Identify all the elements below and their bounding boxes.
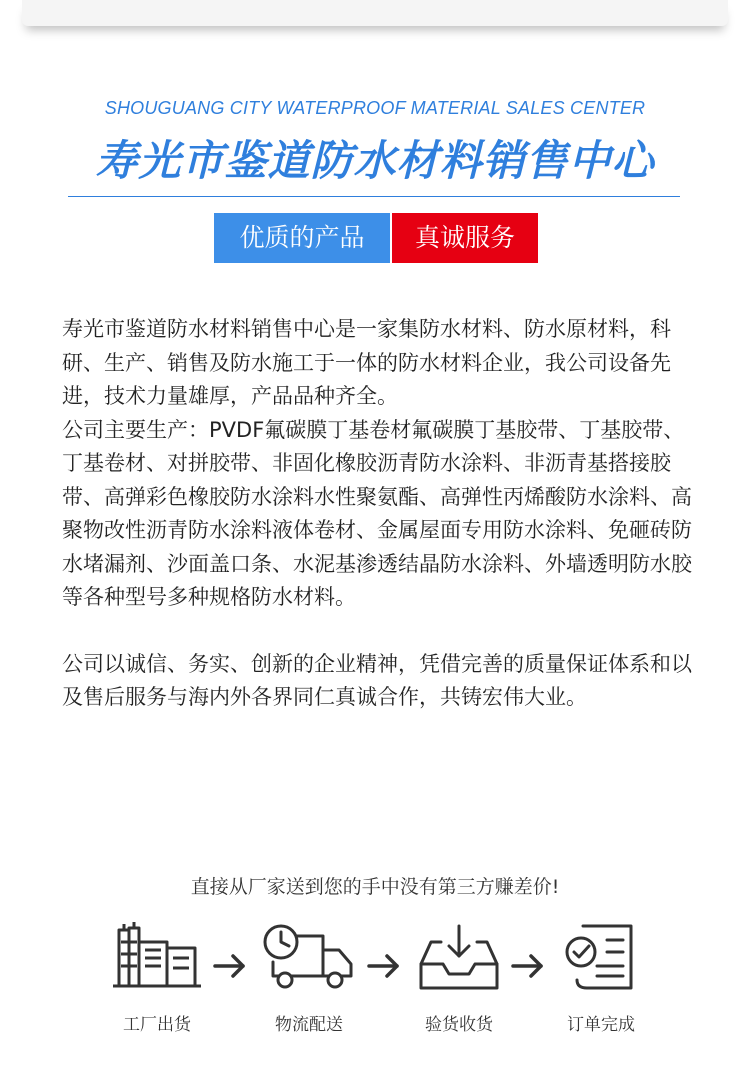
english-subtitle: SHOUGUANG CITY WATERPROOF MATERIAL SALES CENTER	[104, 98, 646, 118]
process-slogan: 直接从厂家送到您的手中没有第三方赚差价!	[190, 876, 560, 898]
delivery-truck-icon	[261, 922, 357, 992]
page-title: 寿光市鉴道防水材料销售中心	[95, 136, 655, 185]
company-description	[62, 313, 692, 715]
top-banner-bar	[22, 0, 728, 26]
step-label: 工厂出货	[123, 1015, 191, 1035]
step-order-complete	[546, 922, 656, 1035]
step-label: 验货收货	[425, 1015, 493, 1035]
inbox-icon	[417, 922, 501, 992]
mission-paragraph: 公司以诚信、务实、创新的企业精神，凭借完善的质量保证体系和以及售后服务与海内外各界同仁真诚合作，共铸宏伟大业。	[62, 651, 692, 709]
arrow-right-icon	[366, 952, 402, 980]
step-logistics	[254, 922, 364, 1035]
quality-product-tag: 优质的产品	[214, 213, 390, 263]
title-divider	[68, 196, 680, 197]
products-paragraph: 公司主要生产：PVDF氟碳膜丁基卷材氟碳膜丁基胶带、丁基胶带、丁基卷材、对拼胶带、非固化橡胶沥青防水涂料、非沥青基搭接胶带、高弹彩色橡胶防水涂料水性聚氨酯、高弹性丙烯酸防水涂料、高聚物改性沥青防水涂料液体卷材、金属屋面专用防水涂料、免砸砖防水堵漏剂、沙面盖口条、水泥基渗透结晶防水涂料、外墙透明防水胶等各种型号多种规格防水材料。	[62, 417, 692, 609]
step-label: 订单完成	[567, 1015, 635, 1035]
step-factory-shipping	[102, 922, 212, 1035]
arrow-right-icon	[510, 952, 546, 980]
factory-icon	[111, 922, 203, 992]
arrow-right-icon	[212, 952, 248, 980]
sincere-service-tag: 真诚服务	[392, 213, 538, 263]
intro-paragraph: 寿光市鉴道防水材料销售中心是一家集防水材料、防水原材料，科研、生产、销售及防水施工于一体的防水材料企业，我公司设备先进，技术力量雄厚，产品品种齐全。	[62, 317, 671, 408]
step-label: 物流配送	[275, 1015, 343, 1035]
step-inspect-receive	[404, 922, 514, 1035]
checklist-icon	[561, 922, 641, 992]
